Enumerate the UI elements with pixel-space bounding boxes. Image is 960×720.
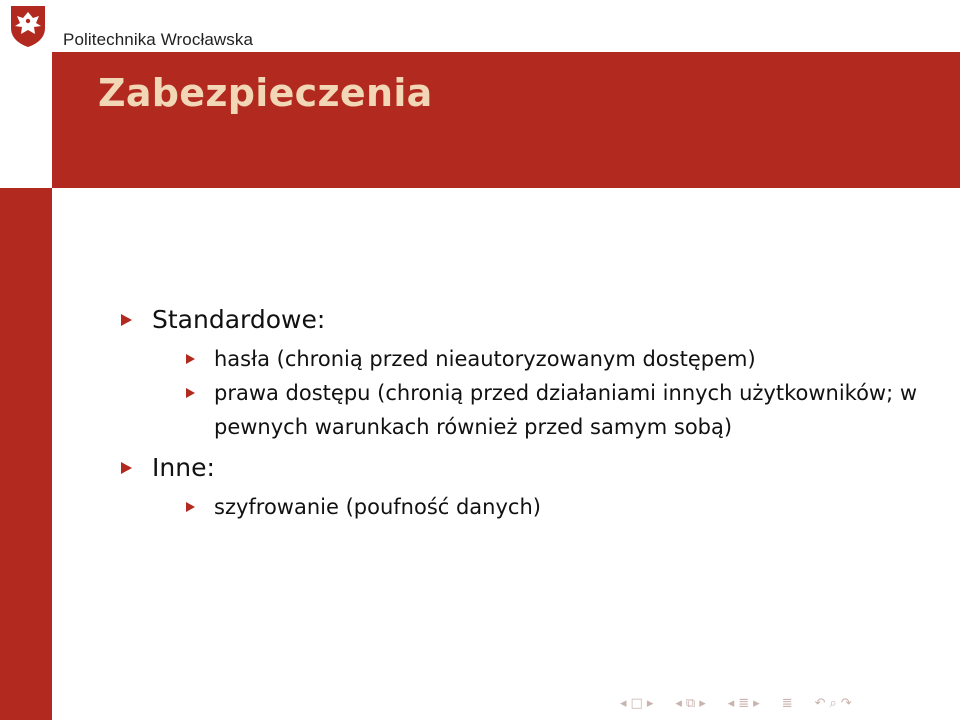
eagle-shield-logo-icon	[9, 4, 47, 48]
sublist-item-text: szyfrowanie (poufność danych)	[214, 495, 541, 519]
sublist-item-text: hasła (chronią przed nieautoryzowanym dostępem)	[214, 347, 756, 371]
left-accent-bar	[0, 188, 52, 720]
slide-content	[118, 302, 918, 530]
triangle-bullet-icon	[186, 388, 195, 398]
nav-back-icon[interactable]: ↶	[814, 696, 826, 711]
sublist-other	[118, 490, 918, 524]
triangle-bullet-icon	[186, 354, 195, 364]
sublist-standard	[118, 342, 918, 444]
nav-subsection-icon[interactable]: ⧉	[685, 696, 696, 711]
nav-next-frame-icon[interactable]: ▸	[646, 696, 654, 711]
list-item-other	[118, 450, 918, 486]
list-item-label: Standardowe:	[152, 305, 326, 334]
nav-document-icon[interactable]: ≣	[781, 696, 793, 711]
triangle-bullet-icon	[186, 502, 195, 512]
nav-frame-icon[interactable]: □	[630, 696, 643, 711]
nav-section-icon[interactable]: ≣	[738, 696, 750, 711]
nav-next-section-icon[interactable]: ▸	[753, 696, 760, 711]
nav-next-subsection-icon[interactable]: ▸	[699, 696, 706, 711]
nav-prev-section-icon[interactable]: ◂	[727, 696, 735, 711]
nav-prev-frame-icon[interactable]: ◂	[620, 696, 627, 711]
list-item-standard	[118, 302, 918, 338]
sublist-item-access-rights	[118, 376, 918, 444]
slide-title: Zabezpieczenia	[98, 71, 433, 115]
sublist-item-text: prawa dostępu (chronią przed działaniami innych użytkowników; w pewnych warunkach również przed samym sobą)	[214, 381, 918, 439]
nav-search-icon[interactable]: ⌕	[829, 696, 837, 711]
institution-name: Politechnika Wrocławska	[63, 30, 254, 49]
nav-forward-icon[interactable]: ↷	[840, 696, 852, 711]
triangle-bullet-icon	[121, 314, 132, 326]
triangle-bullet-icon	[121, 462, 132, 474]
sublist-item-encryption	[118, 490, 918, 524]
list-item-label: Inne:	[152, 453, 215, 482]
nav-prev-subsection-icon[interactable]: ◂	[675, 696, 682, 711]
beamer-navigation-bar	[620, 694, 950, 714]
sublist-item-passwords	[118, 342, 918, 376]
